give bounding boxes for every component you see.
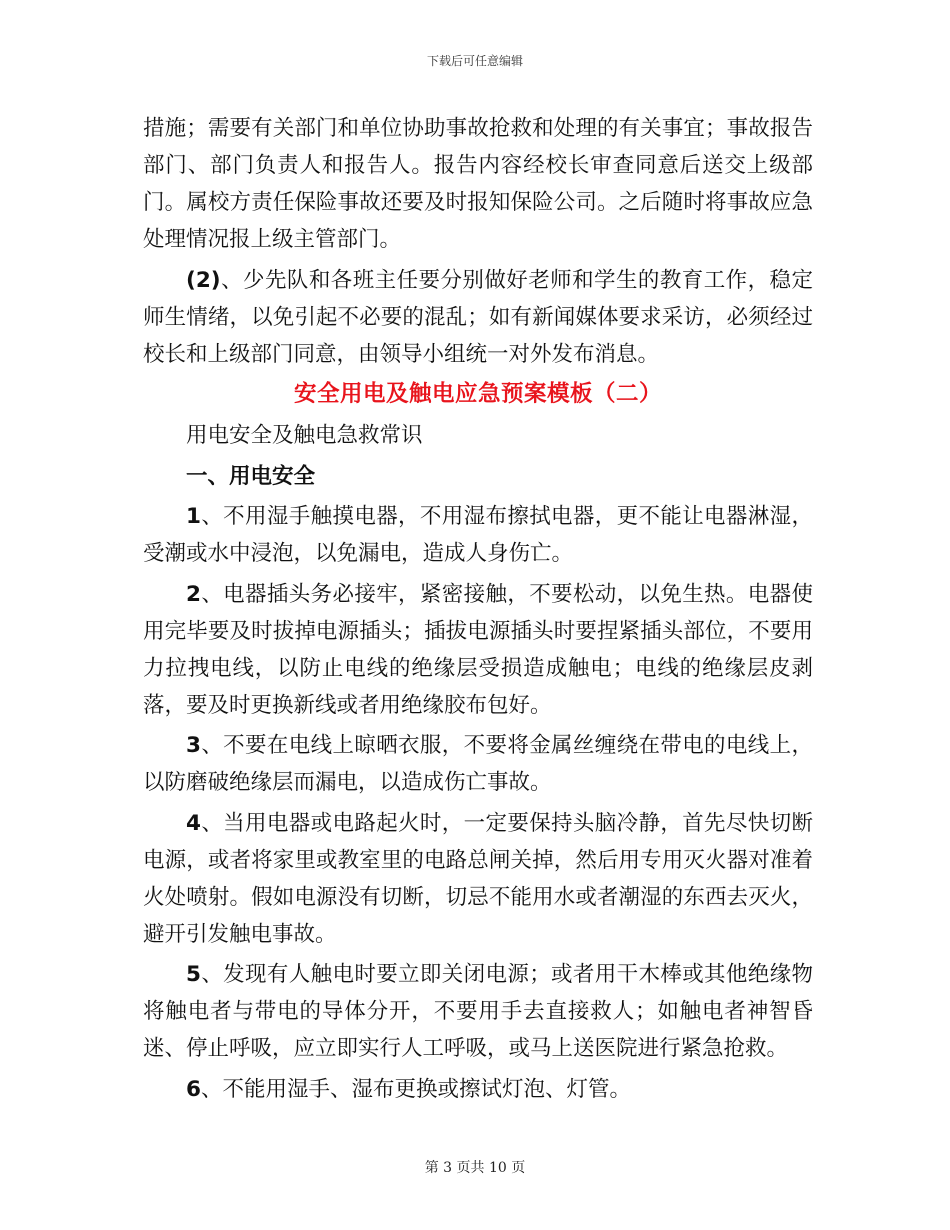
heading-electricity-safety: 一、用电安全 bbox=[186, 463, 316, 489]
item-text: 、不用湿手触摸电器，不用湿布擦拭电器，更不能让电器淋湿，受潮或水中浸泡，以免漏电，造成人身伤亡。 bbox=[143, 504, 813, 566]
subtitle: 用电安全及触电急救常识 bbox=[186, 423, 423, 448]
paragraph-text: 、少先队和各班主任要分别做好老师和学生的教育工作，稳定师生情绪，以免引起不必要的混乱；如有新闻媒体要求采访，必须经过校长和上级部门同意，由领导小组统一对外发布消息。 bbox=[143, 267, 813, 367]
item-text: 、当用电器或电路起火时，一定要保持头脑冷静，首先尽快切断电源，或者将家里或教室里的电路总闸关掉，然后用专用灭火器对准着火处喷射。假如电源没有切断，切忌不能用水或者潮湿的东西去灭火，避开引发触电事故。 bbox=[143, 810, 813, 947]
paragraph-text: 措施；需要有关部门和单位协助事故抢救和处理的有关事宜；事故报告部门、部门负责人和报告人。报告内容经校长审查同意后送交上级部门。属校方责任保险事故还要及时报知保险公司。之后随时将事故应急处理情况报上级主管部门。 bbox=[143, 116, 813, 252]
item-text: 、发现有人触电时要立即关闭电源；或者用干木棒或其他绝缘物将触电者与带电的导体分开，不要用手去直接救人；如触电者神智昏迷、停止呼吸，应立即实行人工呼吸，或马上送医院进行紧急抢救。 bbox=[143, 962, 813, 1061]
item-number: 3 bbox=[186, 733, 201, 758]
paragraph-item-2 bbox=[143, 262, 813, 373]
list-item bbox=[143, 805, 813, 953]
item-number: 1 bbox=[186, 504, 201, 529]
item-number: 6 bbox=[186, 1076, 201, 1102]
list-item bbox=[143, 727, 813, 801]
page-header: 下载后可任意编辑 bbox=[426, 54, 523, 68]
list-item bbox=[143, 576, 813, 724]
section-title: 安全用电及触电应急预案模板（二） bbox=[293, 381, 662, 407]
page-footer: 第 3 页共 10 页 bbox=[424, 1160, 526, 1176]
list-item bbox=[143, 498, 813, 572]
item-number: 2 bbox=[186, 581, 201, 607]
item-text: 、不能用湿手、湿布更换或擦试灯泡、灯管。 bbox=[200, 1076, 631, 1102]
item-text: 、不要在电线上晾晒衣服，不要将金属丝缠绕在带电的电线上，以防磨破绝缘层而漏电，以造成伤亡事故。 bbox=[143, 733, 813, 795]
paragraph-number: (2) bbox=[186, 267, 221, 293]
item-number: 5 bbox=[186, 962, 201, 987]
item-text: 、电器插头务必接牢，紧密接触，不要松动，以免生热。电器使用完毕要及时拔掉电源插头；插拔电源插头时要捏紧插头部位，不要用力拉拽电线，以防止电线的绝缘层受损造成触电；电线的绝缘层皮剥落，要及时更换新线或者用绝缘胶布包好。 bbox=[143, 581, 813, 718]
paragraph-measures bbox=[143, 110, 813, 258]
list-item bbox=[143, 956, 813, 1067]
list-item bbox=[143, 1071, 813, 1108]
document-body bbox=[143, 110, 813, 1111]
item-number: 4 bbox=[186, 810, 201, 836]
